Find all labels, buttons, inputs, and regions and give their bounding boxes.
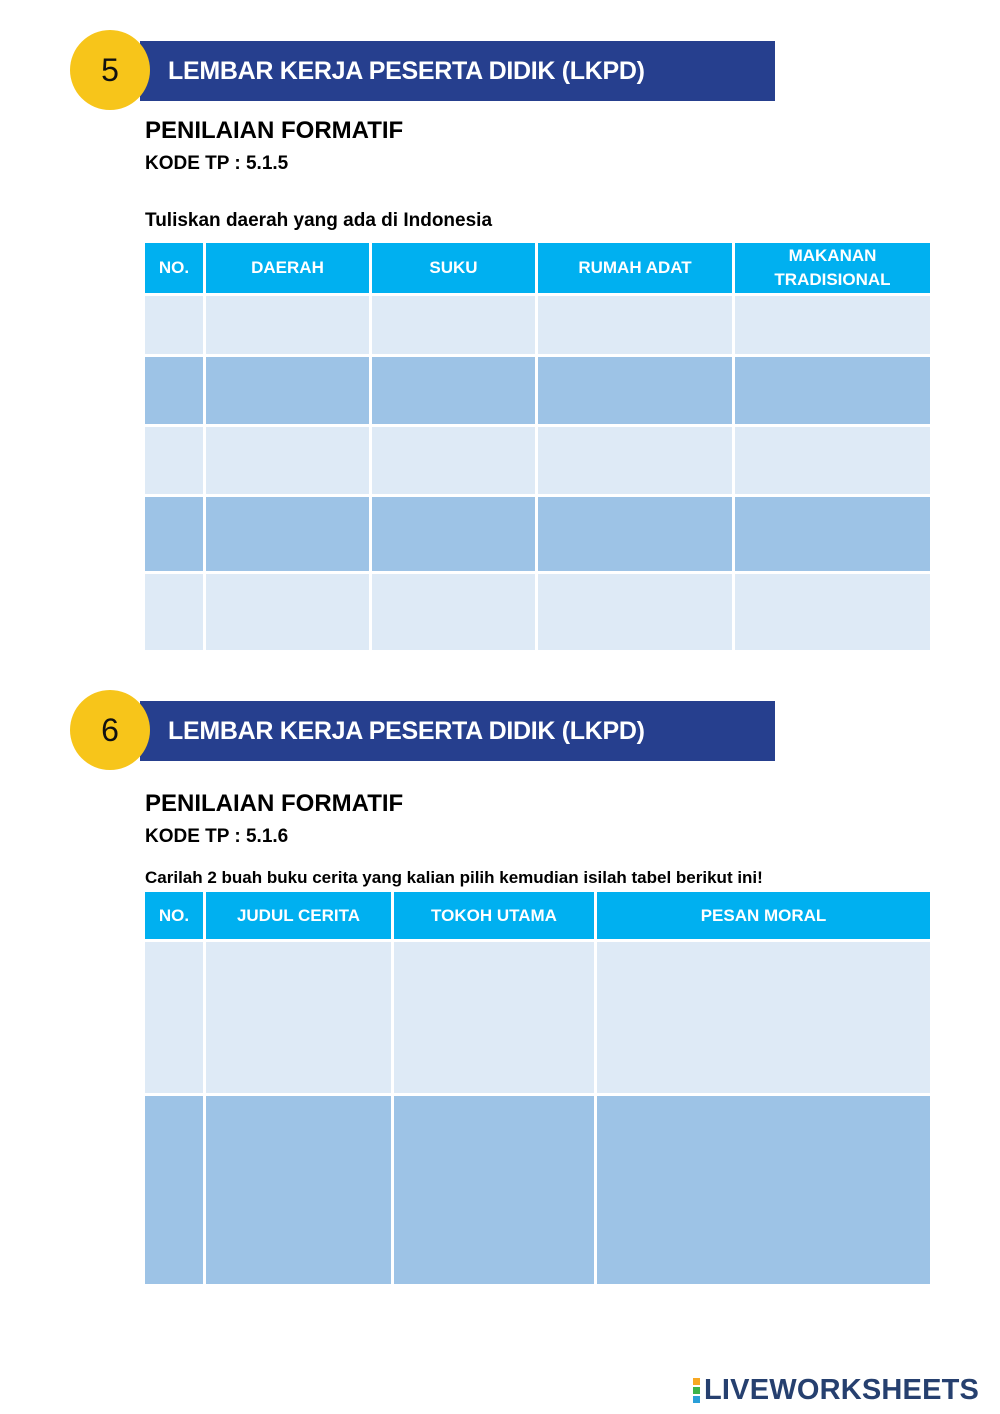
table-header-suku: SUKU (372, 243, 538, 296)
table-row (145, 296, 930, 357)
section-5-table (145, 243, 930, 650)
section-6-banner (140, 701, 775, 761)
cell-rumah-adat[interactable] (538, 574, 735, 650)
cell-daerah[interactable] (206, 296, 372, 357)
section-6-number-badge: 6 (70, 690, 150, 770)
section-6-banner-title: LEMBAR KERJA PESERTA DIDIK (LKPD) (168, 717, 645, 745)
cell-daerah[interactable] (206, 497, 372, 574)
cell-rumah-adat[interactable] (538, 357, 735, 427)
liveworksheets-logo-icon (693, 1378, 700, 1403)
cell-suku[interactable] (372, 427, 538, 497)
table-row (145, 1096, 930, 1284)
table-header-pesan-moral: PESAN MORAL (597, 892, 930, 942)
cell-makanan[interactable] (735, 357, 930, 427)
cell-tokoh-utama[interactable] (394, 1096, 597, 1284)
cell-no[interactable] (145, 1096, 206, 1284)
section-6-instruction: Carilah 2 buah buku cerita yang kalian pilih kemudian isilah tabel berikut ini! (145, 868, 763, 887)
liveworksheets-brand-text: LIVEWORKSHEETS (704, 1373, 980, 1406)
table-row (145, 427, 930, 497)
cell-daerah[interactable] (206, 427, 372, 497)
table-header-no: NO. (145, 892, 206, 942)
cell-no[interactable] (145, 296, 206, 357)
logo-block-green (693, 1387, 700, 1394)
table-header-makanan-tradisional: MAKANAN TRADISIONAL (735, 243, 930, 296)
table-header-judul-cerita: JUDUL CERITA (206, 892, 394, 942)
cell-daerah[interactable] (206, 357, 372, 427)
cell-no[interactable] (145, 427, 206, 497)
table-header-no: NO. (145, 243, 206, 296)
cell-rumah-adat[interactable] (538, 497, 735, 574)
cell-no[interactable] (145, 942, 206, 1096)
table-row (145, 574, 930, 650)
cell-makanan[interactable] (735, 427, 930, 497)
section-5-code: KODE TP : 5.1.5 (145, 153, 289, 174)
section-5-instruction: Tuliskan daerah yang ada di Indonesia (145, 210, 493, 231)
table-row (145, 942, 930, 1096)
cell-pesan-moral[interactable] (597, 1096, 930, 1284)
logo-block-blue (693, 1396, 700, 1403)
section-5-heading: PENILAIAN FORMATIF (145, 117, 404, 144)
cell-tokoh-utama[interactable] (394, 942, 597, 1096)
cell-suku[interactable] (372, 296, 538, 357)
liveworksheets-logo[interactable] (693, 1374, 979, 1406)
cell-no[interactable] (145, 574, 206, 650)
cell-no[interactable] (145, 357, 206, 427)
table-row (145, 497, 930, 574)
table-header-tokoh-utama: TOKOH UTAMA (394, 892, 597, 942)
table-row (145, 357, 930, 427)
cell-makanan[interactable] (735, 497, 930, 574)
cell-judul-cerita[interactable] (206, 942, 394, 1096)
section-5-banner (140, 41, 775, 101)
section-5-banner-title: LEMBAR KERJA PESERTA DIDIK (LKPD) (168, 57, 645, 85)
section-5-number-badge: 5 (70, 30, 150, 110)
cell-no[interactable] (145, 497, 206, 574)
cell-judul-cerita[interactable] (206, 1096, 394, 1284)
logo-block-orange (693, 1378, 700, 1385)
cell-rumah-adat[interactable] (538, 296, 735, 357)
cell-makanan[interactable] (735, 574, 930, 650)
section-6-heading: PENILAIAN FORMATIF (145, 790, 404, 817)
cell-suku[interactable] (372, 357, 538, 427)
table-header-daerah: DAERAH (206, 243, 372, 296)
section-6-code: KODE TP : 5.1.6 (145, 826, 289, 847)
table-header-rumah-adat: RUMAH ADAT (538, 243, 735, 296)
section-6-table (145, 892, 930, 1284)
cell-suku[interactable] (372, 574, 538, 650)
cell-suku[interactable] (372, 497, 538, 574)
cell-daerah[interactable] (206, 574, 372, 650)
cell-makanan[interactable] (735, 296, 930, 357)
cell-rumah-adat[interactable] (538, 427, 735, 497)
cell-pesan-moral[interactable] (597, 942, 930, 1096)
